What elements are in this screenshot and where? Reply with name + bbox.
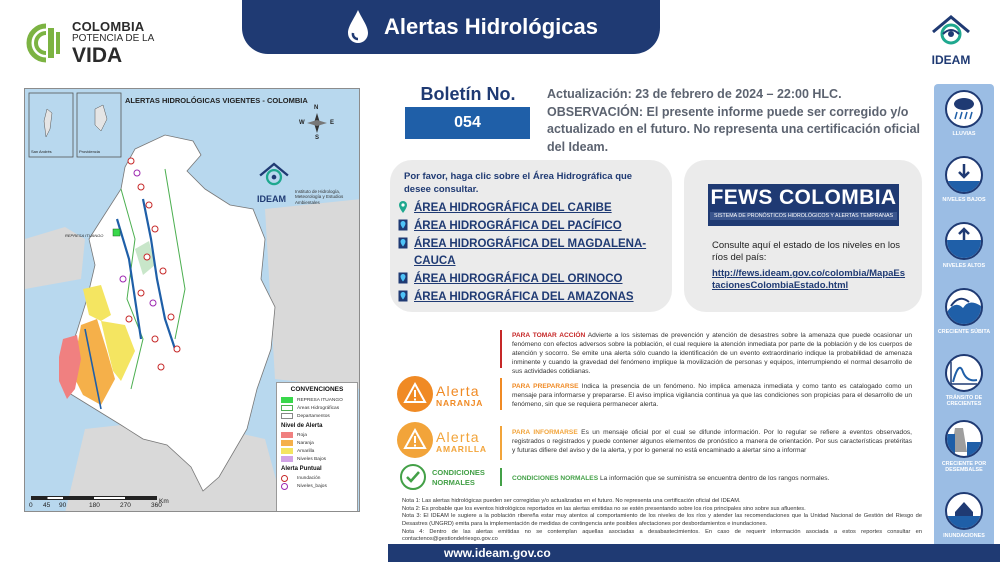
sidebar-label-lluvias: LLUVIAS [952,131,976,137]
red-alert-heading: PARA TOMAR ACCIÓN [512,332,586,339]
low-levels-icon [945,156,983,194]
bulletin-label: Boletín No. [420,84,516,104]
ideam-wordmark: IDEAM [931,53,971,67]
map-ideam-logo [257,159,347,204]
legend-swatch [281,432,293,438]
sidebar-label-transito-crecientes: TRÁNSITO DE CRECIENTES [945,395,983,408]
legend-label: Niveles_bajos [297,483,327,489]
note-3: Nota 3: El IDEAM le sugiere a la población ribereña estar muy atentos al comportamiento de los niveles de los ríos y atender las recomendaciones que la Unidad Nacional de Gestión del Riesgo de Desastres (UNGRD) emita para la implementación de medidas de contingencia ante posibles afectaciones por desbordamientos e inundaciones. [402,513,922,528]
sidebar-item-transito-crecientes[interactable] [934,354,994,407]
fews-panel [684,160,922,312]
legend-item [281,396,353,404]
sidebar-label-niveles-altos: NIVELES ALTOS [942,263,986,269]
legend-item [281,455,353,463]
sidebar-label-niveles-bajos: NIVELES BAJOS [942,197,986,203]
area-item-caribe[interactable] [398,200,664,217]
red-alert-text: Advierte a los sistemas de prevención y atención de desastres sobre la amenaza que puede ocasionar un fenómeno con efectos adversos sobre la población, el cual requiere la atención inmediata por parte de la población y de los cuerpos de atención y socorro. Se emite una alerta sólo cuando la identificación de un evento extraordinario indique la probabilidad de amenaza inminente y cuando la gravedad del fenómeno implique la movilización de personas y equipos, interrumpiendo el normal desarrollo de sus actividades cotidianas. [512,332,912,376]
map-ideam-word: IDEAM [257,194,286,204]
flood-point-icon [281,475,288,482]
legend-item [281,482,353,490]
legend-level-title: Nivel de Alerta [281,423,323,429]
map-ideam-icon [257,159,291,189]
legend-item [281,431,353,439]
legend-label: Inundación [297,475,321,481]
compass-s: S [315,135,320,141]
map-marker-icon [398,272,408,284]
flood-icon [945,492,983,530]
update-line: Actualización: 23 de febrero de 2024 – 22:00 HLC. [547,87,842,101]
flash-flood-icon [945,288,983,326]
orange-alert-text: Indica la presencia de un fenómeno. No implica amenaza inmediata y como tanto es catalogado como un mensaje para informarse y prepararse. El aviso implica vigilancia continua ya que las condiciones son propicias para el desarrollo de un fenómeno, sin que se requiera permanecer alerta. [512,383,912,409]
legend-item [281,439,353,447]
logo-line-2: POTENCIA DE LA [72,33,155,44]
normal-text: La información que se suministra se encuentra dentro de los rangos normales. [599,475,830,482]
compass-e: E [330,120,335,126]
page-title: Alertas Hidrológicas [384,14,598,39]
note-1: Nota 1: Las alertas hidrológicas pueden ser corregidas y/o actualizadas en el futuro. No representa una certificación oficial del IDEAM. [402,498,741,504]
yellow-alert-heading: PARA INFORMARSE [512,429,578,436]
normal-heading: CONDICIONES NORMALES [512,475,599,482]
area-link-amazonas[interactable]: ÁREA HIDROGRÁFICA DEL AMAZONAS [414,291,634,303]
sidebar-label-inundaciones: INUNDACIONES [943,533,985,539]
legend-point-title: Alerta Puntual [281,466,322,472]
yellow-alert-bar [500,426,502,460]
legend-item [281,474,353,482]
fews-logo[interactable] [708,184,899,226]
inset-providencia-label: Providencia [79,149,100,154]
legend-label: Amarilla [297,448,315,454]
location-pin-icon [398,201,408,213]
legend-item [281,404,353,412]
fews-logo-main: FEWS COLOMBIA [710,186,897,209]
map-title: ALERTAS HIDROLÓGICAS VIGENTES - COLOMBIA [125,96,308,105]
legend-label: REPRESA ITUANGO [297,397,343,403]
legend-swatch [281,413,293,419]
scale-tick: 180 [89,502,100,509]
legend-title: CONVENCIONES [290,386,344,393]
scale-tick: 45 [43,502,51,509]
water-drop-icon [346,9,370,45]
red-alert-description [512,331,912,376]
orange-alert-description [512,382,912,409]
sidebar-item-niveles-altos[interactable] [934,222,994,269]
legend-label: Áreas Hidrográficas [297,405,340,411]
fews-logo-sub: SISTEMA DE PRONÓSTICOS HIDROLÓGICOS Y ALERTAS TEMPRANAS [710,212,897,220]
hydro-areas-panel [390,160,672,312]
orange-alert-bar [500,378,502,410]
map-ideam-subtitle: Instituto de Hidrología, Meteorología y Estudios Ambientales [295,189,344,205]
scale-tick: 0 [29,502,33,509]
red-alert-bar [500,330,502,368]
legend-swatch [281,440,293,446]
logo-line-1: COLOMBIA [72,19,145,34]
legend-label: Naranja [297,440,314,446]
scale-tick: 360 [151,502,162,509]
normal-label-2: NORMALES [432,477,475,487]
fews-link[interactable]: http://fews.ideam.gov.co/colombia/MapaEstacionesColombiaEstado.html [712,268,906,292]
dam-release-icon [945,420,983,458]
ideam-logo[interactable] [925,14,977,67]
sidebar-item-creciente-desembalse[interactable] [934,420,994,473]
notes [402,498,922,544]
scale-bar [31,496,157,500]
flood-transit-icon [945,354,983,392]
areas-intro: Por favor, haga clic sobre el Área Hidrográfica que desee consultar. [404,171,633,196]
map-marker-icon [398,237,408,249]
area-item-magdalena-cauca[interactable] [398,236,664,271]
normal-conditions-label [432,468,485,488]
observation-text: OBSERVACIÓN: El presente informe puede ser corregido y/o actualizado en el futuro. No representa una certificación oficial del Ideam. [547,104,921,154]
normal-description [512,474,912,483]
colombia-logo-mark-icon [26,23,66,63]
footer-bar [388,544,1000,562]
scale-tick: 90 [59,502,67,509]
area-link-caribe[interactable]: ÁREA HIDROGRÁFICA DEL CARIBE [414,202,612,214]
map-marker-icon [398,219,408,231]
orange-alert-label: Alerta [436,383,480,399]
scale-unit: Km [159,498,169,505]
alert-map[interactable] [24,88,360,512]
legend-label: Niveles Bajos [297,456,327,462]
footer-url[interactable]: www.ideam.gov.co [444,546,551,560]
area-link-magdalena-cauca[interactable]: ÁREA HIDROGRÁFICA DEL MAGDALENA-CAUCA [414,238,647,268]
yellow-alert-sub: AMARILLA [436,444,487,454]
rain-icon [945,90,983,128]
note-4: Nota 4: Dentro de las alertas emitidas no se contemplan aquellas asociadas a desabastecimientos. En caso de requerir información asociada a estos reportes consultar en contactenos@gestiondelriesgo.gov.co [402,528,922,543]
legend-swatch [281,405,293,411]
sidebar-label-creciente-subita: CRECIENTE SÚBITA [937,329,991,335]
sidebar-item-creciente-subita[interactable] [934,288,994,335]
area-item-pacifico[interactable] [398,218,664,235]
normal-bar [500,468,502,486]
scale-tick: 270 [120,502,131,509]
map-scale [31,494,171,512]
compass-w: W [299,120,305,126]
update-info [547,86,927,156]
colombia-potencia-logo [26,20,156,66]
low-level-point-icon [281,483,288,490]
legend-item [281,412,353,420]
reservoir-label: REPRESA ITUANGO [65,233,104,238]
area-link-pacifico[interactable]: ÁREA HIDROGRÁFICA DEL PACÍFICO [414,220,622,232]
phenomena-sidebar [934,84,994,550]
orange-alert-sub: NARANJA [436,398,484,408]
yellow-alert-description [512,428,912,455]
note-2: Nota 2: Es probable que los eventos hidrológicos reportados en las alertas emitidas no se estén presentando sobre los ríos principales sino sobre sus afluentes. [402,505,806,512]
yellow-warning-icon [397,422,433,458]
normal-label-1: CONDICIONES [432,468,485,477]
yellow-alert-text: Es un mensaje oficial por el cual se difunde información. Por lo regular se refiere a eventos observados, registrados o registrados y puede contener algunos elementos de pronóstico a manera de orientación. Por sus características pretéritas y futuras difiere del aviso y de la alerta, y por lo general no está encaminado a alertar sino a informar [512,429,912,455]
legend-swatch [281,456,293,462]
sidebar-label-creciente-desembalse: CRECIENTE POR DESEMBALSE [941,461,987,474]
check-icon [400,464,426,490]
fews-description: Consulte aquí el estado de los niveles en los ríos del país: [712,240,901,264]
ideam-logo-icon [929,14,973,46]
logo-line-3: VIDA [72,44,123,67]
inset-islands-label: San Andrés [31,149,52,154]
legend-label: Roja [297,432,307,438]
legend-item [281,447,353,455]
legend-swatch [281,397,293,403]
legend-label: Departamentos [297,413,330,419]
title-bar [242,0,660,54]
map-legend [276,382,358,512]
bulletin-number: 054 [405,107,530,139]
yellow-alert-label: Alerta [436,429,480,445]
map-marker-icon [398,290,408,302]
high-levels-icon [945,222,983,260]
compass-n: N [314,105,319,111]
area-link-orinoco[interactable]: ÁREA HIDROGRÁFICA DEL ORINOCO [414,273,623,285]
area-item-orinoco[interactable] [398,271,664,288]
sidebar-item-inundaciones[interactable] [934,492,994,539]
orange-warning-icon [397,376,433,412]
orange-alert-heading: PARA PREPARARSE [512,383,579,390]
sidebar-item-lluvias[interactable] [934,90,994,137]
sidebar-item-niveles-bajos[interactable] [934,156,994,203]
area-item-amazonas[interactable] [398,289,664,306]
legend-swatch [281,448,293,454]
